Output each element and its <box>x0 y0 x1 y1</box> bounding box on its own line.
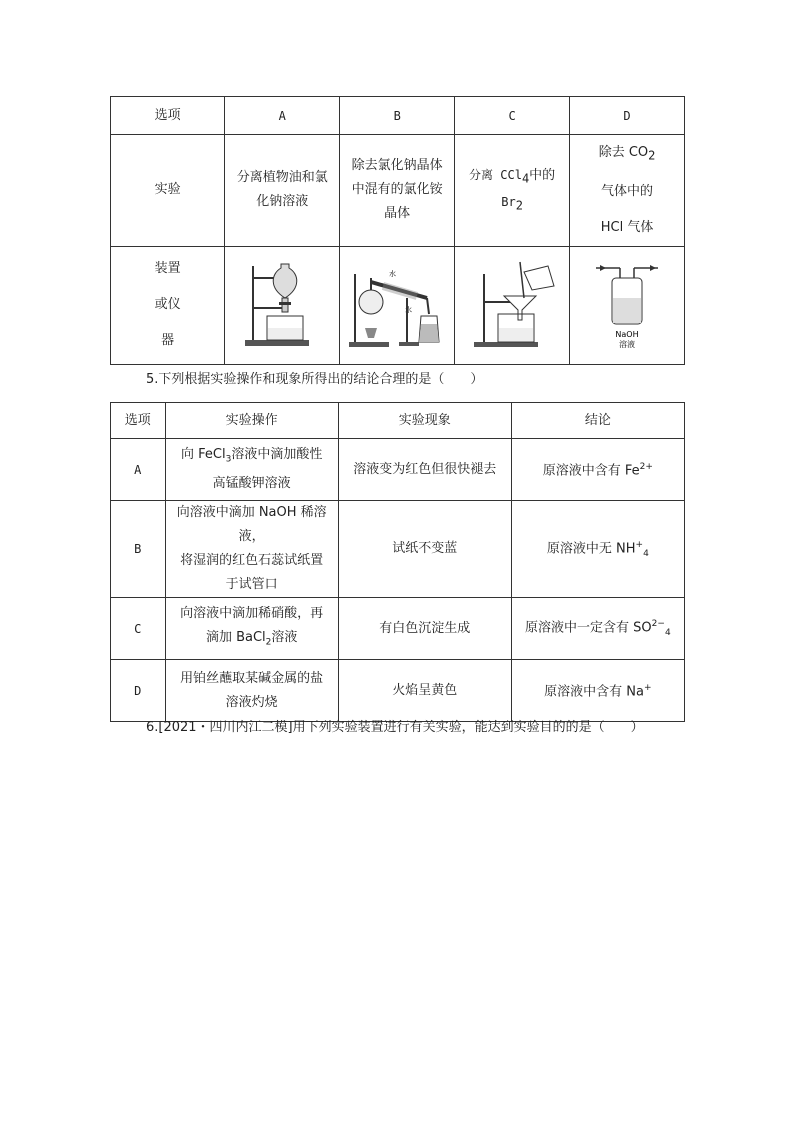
conclusion-table <box>110 402 685 722</box>
table-row <box>111 660 685 722</box>
row-phenomenon: 溶液变为红色但很快褪去 <box>338 439 511 501</box>
row-operation: 用铂丝蘸取某碱金属的盐 溶液灼烧 <box>165 660 338 722</box>
row-phenomenon: 火焰呈黄色 <box>338 660 511 722</box>
header-cell-c: C <box>455 97 570 135</box>
apparatus-c <box>455 246 570 364</box>
question-6-text: 6.[2021・四川内江二模]用下列实验装置进行有关实验，能达到实验目的的是（ ） <box>146 720 644 735</box>
row-operation: 向溶液中滴加 NaOH 稀溶液， 将湿润的红色石蕊试纸置 于试管口 <box>165 501 338 598</box>
row-operation: 向溶液中滴加稀硝酸，再 滴加 BaCl$_2$溶液 <box>165 598 338 660</box>
table2-header-row <box>111 403 685 439</box>
experiment-b: 除去氯化钠晶体 中混有的氯化铵 晶体 <box>340 135 455 247</box>
table-row <box>111 439 685 501</box>
row-option: C <box>111 598 166 660</box>
gas-washing-bottle-icon <box>582 258 672 353</box>
row-conclusion: 原溶液中含有 $Fe^{2+}$ <box>511 439 684 501</box>
filtration-apparatus-icon <box>464 258 560 353</box>
experiment-apparatus-table <box>110 96 685 365</box>
row-phenomenon: 有白色沉淀生成 <box>338 598 511 660</box>
svg-text:溶液: 溶液 <box>619 339 636 349</box>
experiment-c: 分离 CCl$_4$中的 $Br_2$ <box>455 135 570 247</box>
header-cell-b: B <box>340 97 455 135</box>
distillation-apparatus-icon <box>347 258 447 353</box>
experiment-label: 实验 <box>111 135 225 247</box>
apparatus-b <box>340 246 455 364</box>
row-option: A <box>111 439 166 501</box>
experiment-a: 分离植物油和氯 化钠溶液 <box>225 135 340 247</box>
table-row <box>111 598 685 660</box>
svg-text:水: 水 <box>405 305 413 314</box>
row-conclusion: 原溶液中一定含有 $SO^{2-}_4$ <box>511 598 684 660</box>
row-operation: 向 FeCl$_3$溶液中滴加酸性 高锰酸钾溶液 <box>165 439 338 501</box>
svg-text:NaOH: NaOH <box>615 329 639 339</box>
header-cell-option: 选项 <box>111 403 166 439</box>
row-conclusion: 原溶液中无 $NH^+_4$ <box>511 501 684 598</box>
apparatus-label: 装置 或仪 器 <box>111 246 225 364</box>
row-conclusion: 原溶液中含有 Na+ <box>511 660 684 722</box>
row-option: B <box>111 501 166 598</box>
question-5-text: 5.下列根据实验操作和现象所得出的结论合理的是（ ） <box>146 372 484 387</box>
row-phenomenon: 试纸不变蓝 <box>338 501 511 598</box>
apparatus-row <box>111 246 685 364</box>
apparatus-a <box>225 246 340 364</box>
header-cell-a: A <box>225 97 340 135</box>
experiment-row <box>111 135 685 247</box>
header-cell-phenomenon: 实验现象 <box>338 403 511 439</box>
experiment-d: 除去 $CO_2$ 气体中的 HCl 气体 <box>570 135 685 247</box>
svg-text:水: 水 <box>389 269 397 278</box>
header-cell-option: 选项 <box>111 97 225 135</box>
table-row <box>111 501 685 598</box>
apparatus-d <box>570 246 685 364</box>
header-cell-operation: 实验操作 <box>165 403 338 439</box>
header-cell-d: D <box>570 97 685 135</box>
row-option: D <box>111 660 166 722</box>
header-cell-conclusion: 结论 <box>511 403 684 439</box>
separatory-funnel-icon <box>237 258 327 353</box>
table1-header-row <box>111 97 685 135</box>
